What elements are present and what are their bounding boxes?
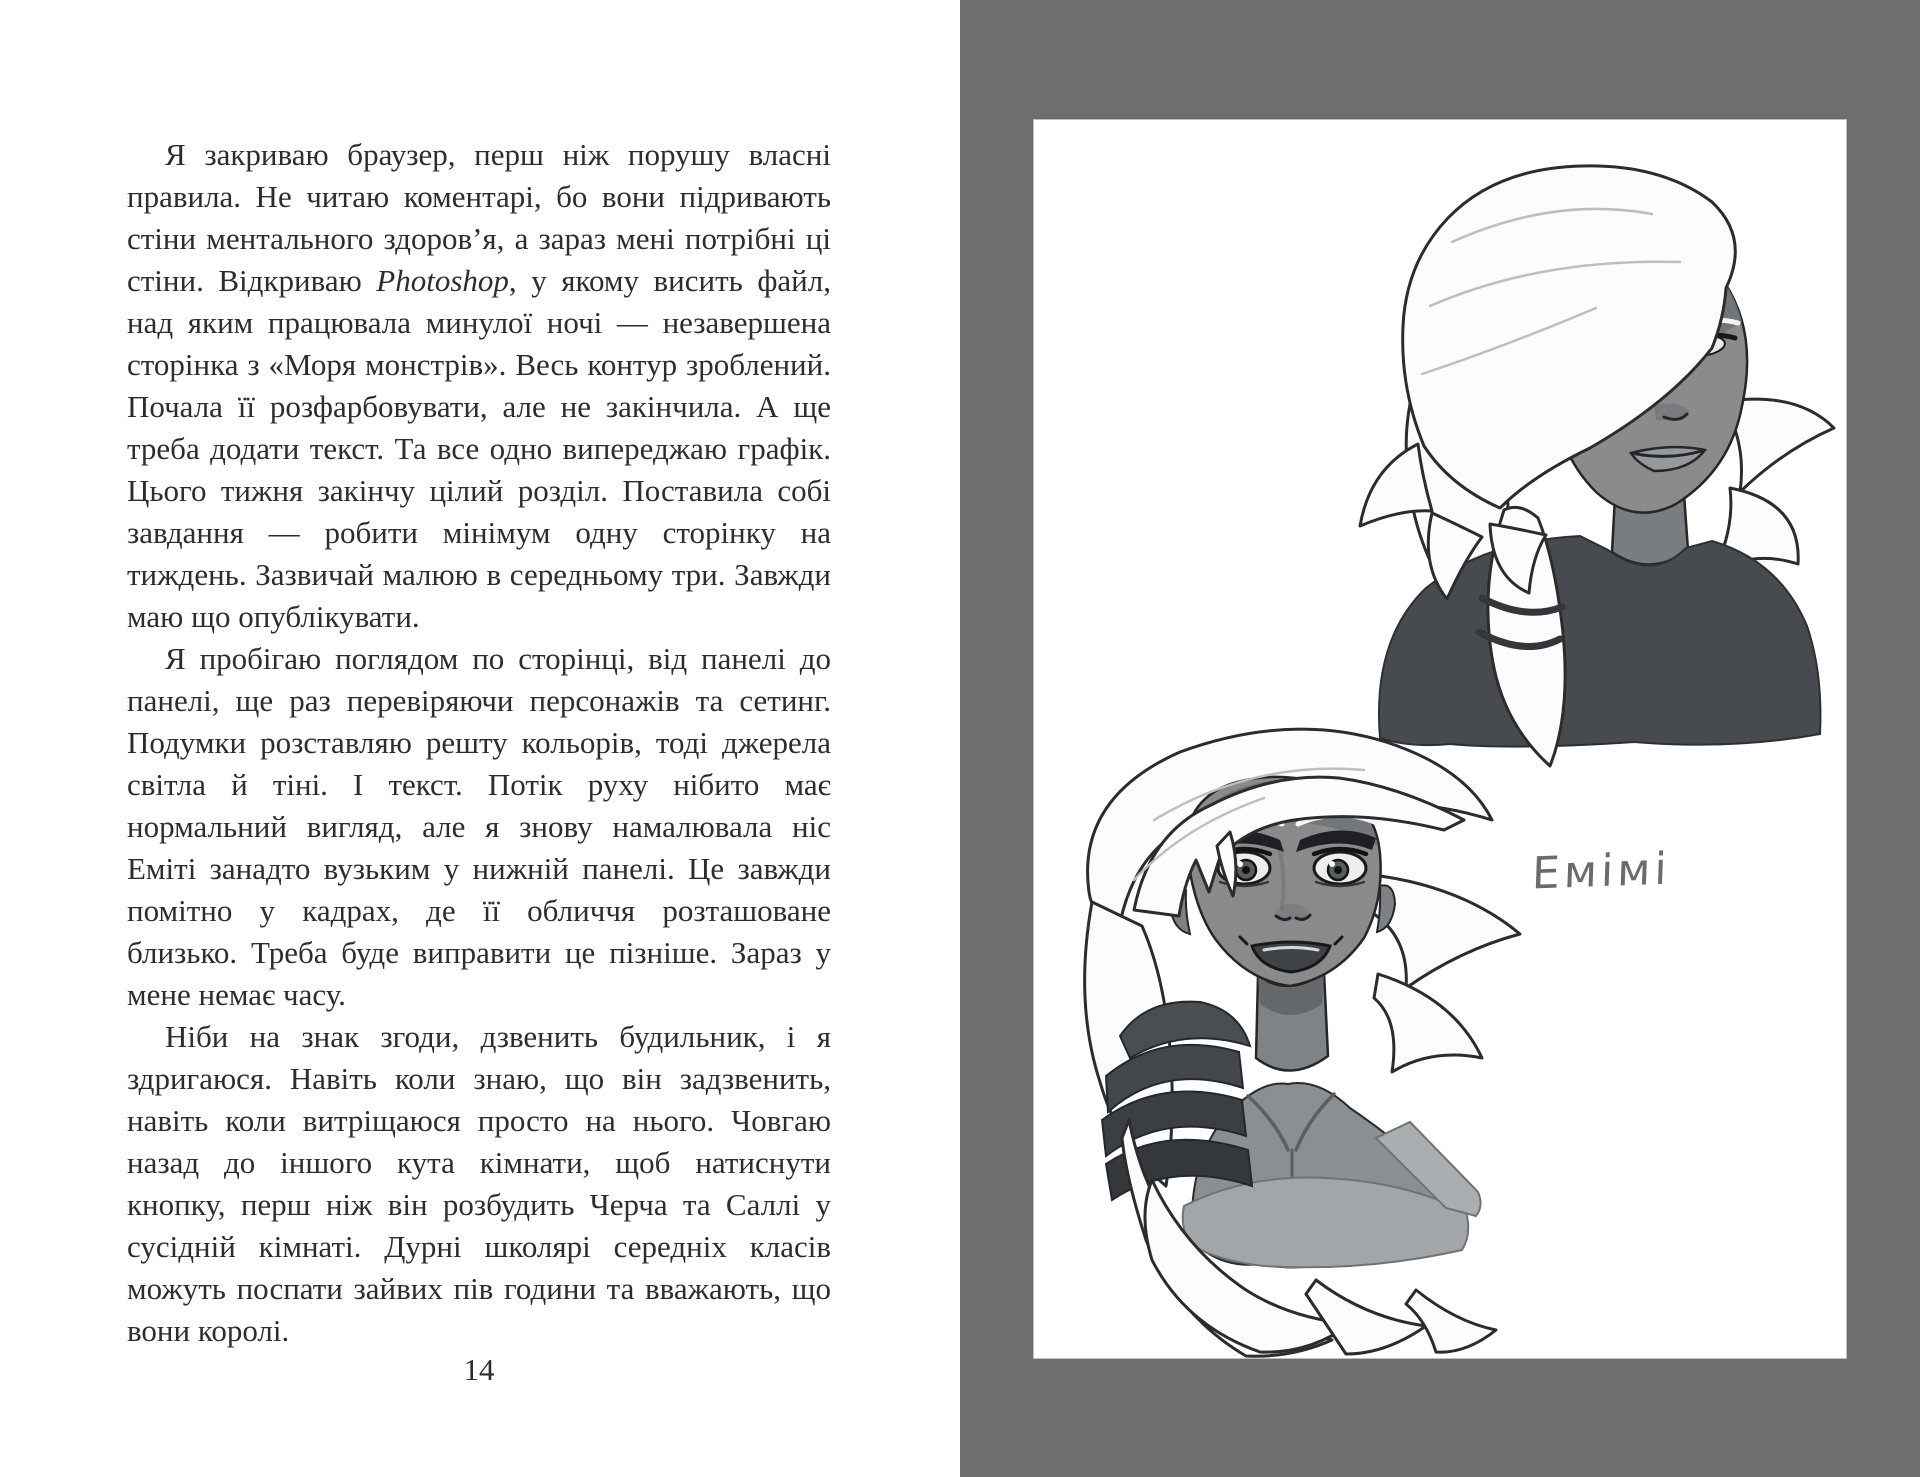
glint-left bbox=[1237, 861, 1243, 867]
hair-crescent-2 bbox=[1406, 1290, 1496, 1352]
character-sketch-drawing bbox=[1034, 120, 1846, 1358]
paragraph-1-before: Я закриваю браузер, перш ніж порушу власні правила. Не читаю коментарі, бо вони підривають стіни ментального здоров’я, а зараз мені потрібні ці стіни. Відкриваю bbox=[127, 137, 831, 298]
photo-backdrop bbox=[960, 0, 1920, 1477]
art-frame bbox=[1034, 120, 1846, 1358]
hair-strand-right-2 bbox=[1374, 974, 1482, 1072]
paragraph-1 bbox=[127, 134, 831, 638]
portrait-top bbox=[1360, 166, 1834, 766]
portrait-bottom bbox=[1085, 729, 1520, 1356]
paragraph-2: Я пробігаю поглядом по сторінці, від панелі до панелі, ще раз перевіряючи персонажів та сетинг. Подумки розставляю решту кольорів, тоді джерела світла й тіні. І текст. Потік руху нібито має нормальний вигляд, але я знову намалювала ніс Еміті занадто вузьким у нижній панелі. Це завжди помітно у кадрах, де її обличчя розташоване близько. Треба буде виправити це пізніше. Зараз у мене немає часу. bbox=[127, 641, 831, 1012]
text-column bbox=[127, 134, 831, 1352]
paragraph-3: Ніби на знак згоди, дзвенить будильник, і я здригаюся. Навіть коли знаю, що він задзвенить, навіть коли витріщаюся просто на нього. Човгаю назад до іншого кута кімнати, щоб натиснути кнопку, перш ніж він розбудить Черча та Саллі у сусідній кімнаті. Дурні школярі середніх класів можуть поспати зайвих пів години та вважають, що вони королі. bbox=[127, 1019, 831, 1348]
paragraph-1-after: , у якому висить файл, над яким працювала минулої ночі — незавершена сторінка з «Моря монстрів». Весь контур зроблений. Почала її розфарбовувати, але не закінчила. А ще треба додати текст. Та все одно випереджаю графік. Цього тижня закінчу цілий розділ. Поставила собі завдання — робити мінімум одну сторінку на тиждень. Зазвичай малюю в середньому три. Завжди маю що опублікувати. bbox=[127, 263, 831, 634]
italic-word-photoshop: Photoshop bbox=[376, 263, 509, 298]
page-number: 14 bbox=[463, 1352, 495, 1387]
pupil-left bbox=[1242, 866, 1250, 874]
character-name-label: Емімі bbox=[1531, 843, 1672, 900]
glint-right bbox=[1329, 861, 1335, 867]
pupil-right bbox=[1334, 866, 1342, 874]
